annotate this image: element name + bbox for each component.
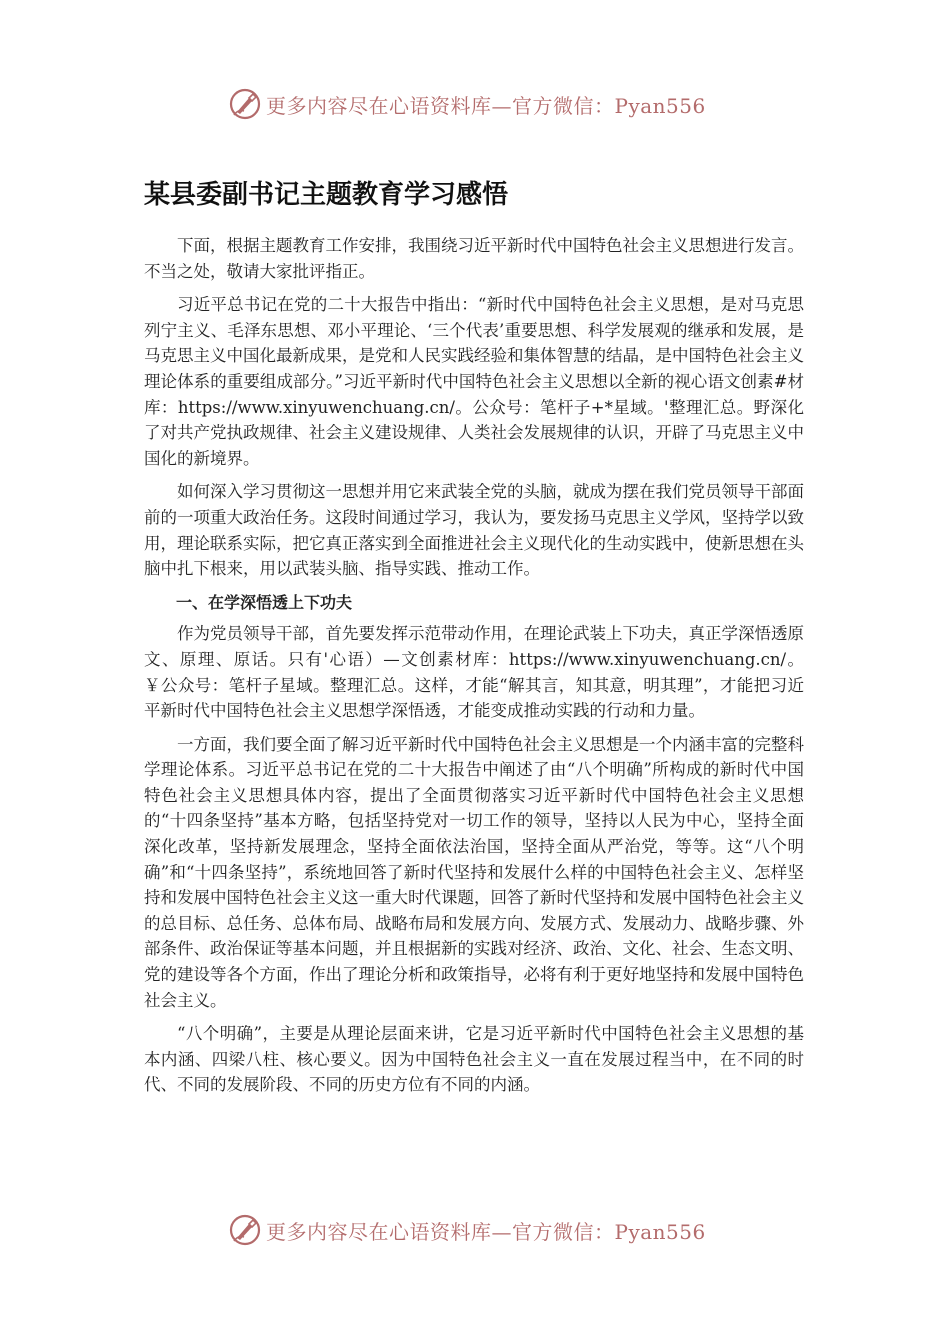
document-title: 某县委副书记主题教育学习感悟: [144, 180, 509, 210]
pen-nib-logo-icon: [228, 87, 262, 121]
pen-nib-logo-icon: [228, 1213, 262, 1247]
header-watermark-banner: [228, 84, 706, 124]
header-watermark-text: 更多内容尽在心语资料库—官方微信：Pyan556: [266, 93, 706, 118]
footer-watermark-banner: [228, 1210, 706, 1250]
paragraph-study: 作为党员领导干部，首先要发挥示范带动作用，在理论武装上下功夫，真正学深悟透原文、原理、原话。只有'心语）—文创素材库：https://www.xinyuwenchuang.cn/。￥公众号：笔杆子星域。整理汇总。这样，才能“解其言，知其意，明其理”，才能把习近平新时代中国特色社会主义思想学深悟透，才能变成推动实践的行动和力量。: [144, 624, 804, 721]
paragraph-eight-clarifications: 一方面，我们要全面了解习近平新时代中国特色社会主义思想是一个内涵丰富的完整科学理论体系。习近平总书记在党的二十大报告中阐述了由“八个明确”所构成的新时代中国特色社会主义思想具体内容，提出了全面贯彻落实习近平新时代中国特色社会主义思想的“十四条坚持”基本方略，包括坚持党对一切工作的领导，坚持以人民为中心，坚持全面深化改革，坚持新发展理念，坚持全面依法治国，坚持全面从严治党，等等。这“八个明确”和“十四条坚持”，系统地回答了新时代坚持和发展什么样的中国特色社会主义、怎样坚持和发展中国特色社会主义这一重大时代课题，回答了新时代坚持和发展中国特色社会主义的总目标、总任务、总体布局、战略布局和发展方向、发展方式、发展动力、战略步骤、外部条件、政治保证等基本问题，并且根据新的实践对经济、政治、文化、社会、生态文明、党的建设等各个方面，作出了理论分析和政策指导，必将有利于更好地坚持和发展中国特色社会主义。: [144, 734, 804, 1010]
paragraph-theory-level: “八个明确”，主要是从理论层面来讲，它是习近平新时代中国特色社会主义思想的基本内涵、四梁八柱、核心要义。因为中国特色社会主义一直在发展过程当中，在不同的时代、不同的发展阶段、不同的历史方位有不同的内涵。: [144, 1024, 804, 1095]
section-heading-1: 一、在学深悟透上下功夫: [176, 592, 353, 612]
paragraph-task: 如何深入学习贯彻这一思想并用它来武装全党的头脑，就成为摆在我们党员领导干部面前的一项重大政治任务。这段时间通过学习，我认为，要发扬马克思主义学风，坚持学以致用，理论联系实际，把它真正落实到全面推进社会主义现代化的生动实践中，使新思想在头脑中扎下根来，用以武装头脑、指导实践、推动工作。: [144, 482, 804, 579]
footer-watermark-text: 更多内容尽在心语资料库—官方微信：Pyan556: [266, 1219, 706, 1244]
document-body: [144, 233, 804, 1106]
paragraph-intro: 下面，根据主题教育工作安排，我围绕习近平新时代中国特色社会主义思想进行发言。不当之处，敬请大家批评指正。: [144, 236, 804, 281]
paragraph-report-quote: 习近平总书记在党的二十大报告中指出：“新时代中国特色社会主义思想，是对马克思列宁主义、毛泽东思想、邓小平理论、‘三个代表’重要思想、科学发展观的继承和发展，是马克思主义中国化最新成果，是党和人民实践经验和集体智慧的结晶，是中国特色社会主义理论体系的重要组成部分。”习近平新时代中国特色社会主义思想以全新的视心语文创素#材库：https://www.xinyuwenchuang.cn/。公众号：笔杆子+*星域。'整理汇总。野深化了对共产党执政规律、社会主义建设规律、人类社会发展规律的认识，开辟了马克思主义中国化的新境界。: [144, 295, 804, 468]
